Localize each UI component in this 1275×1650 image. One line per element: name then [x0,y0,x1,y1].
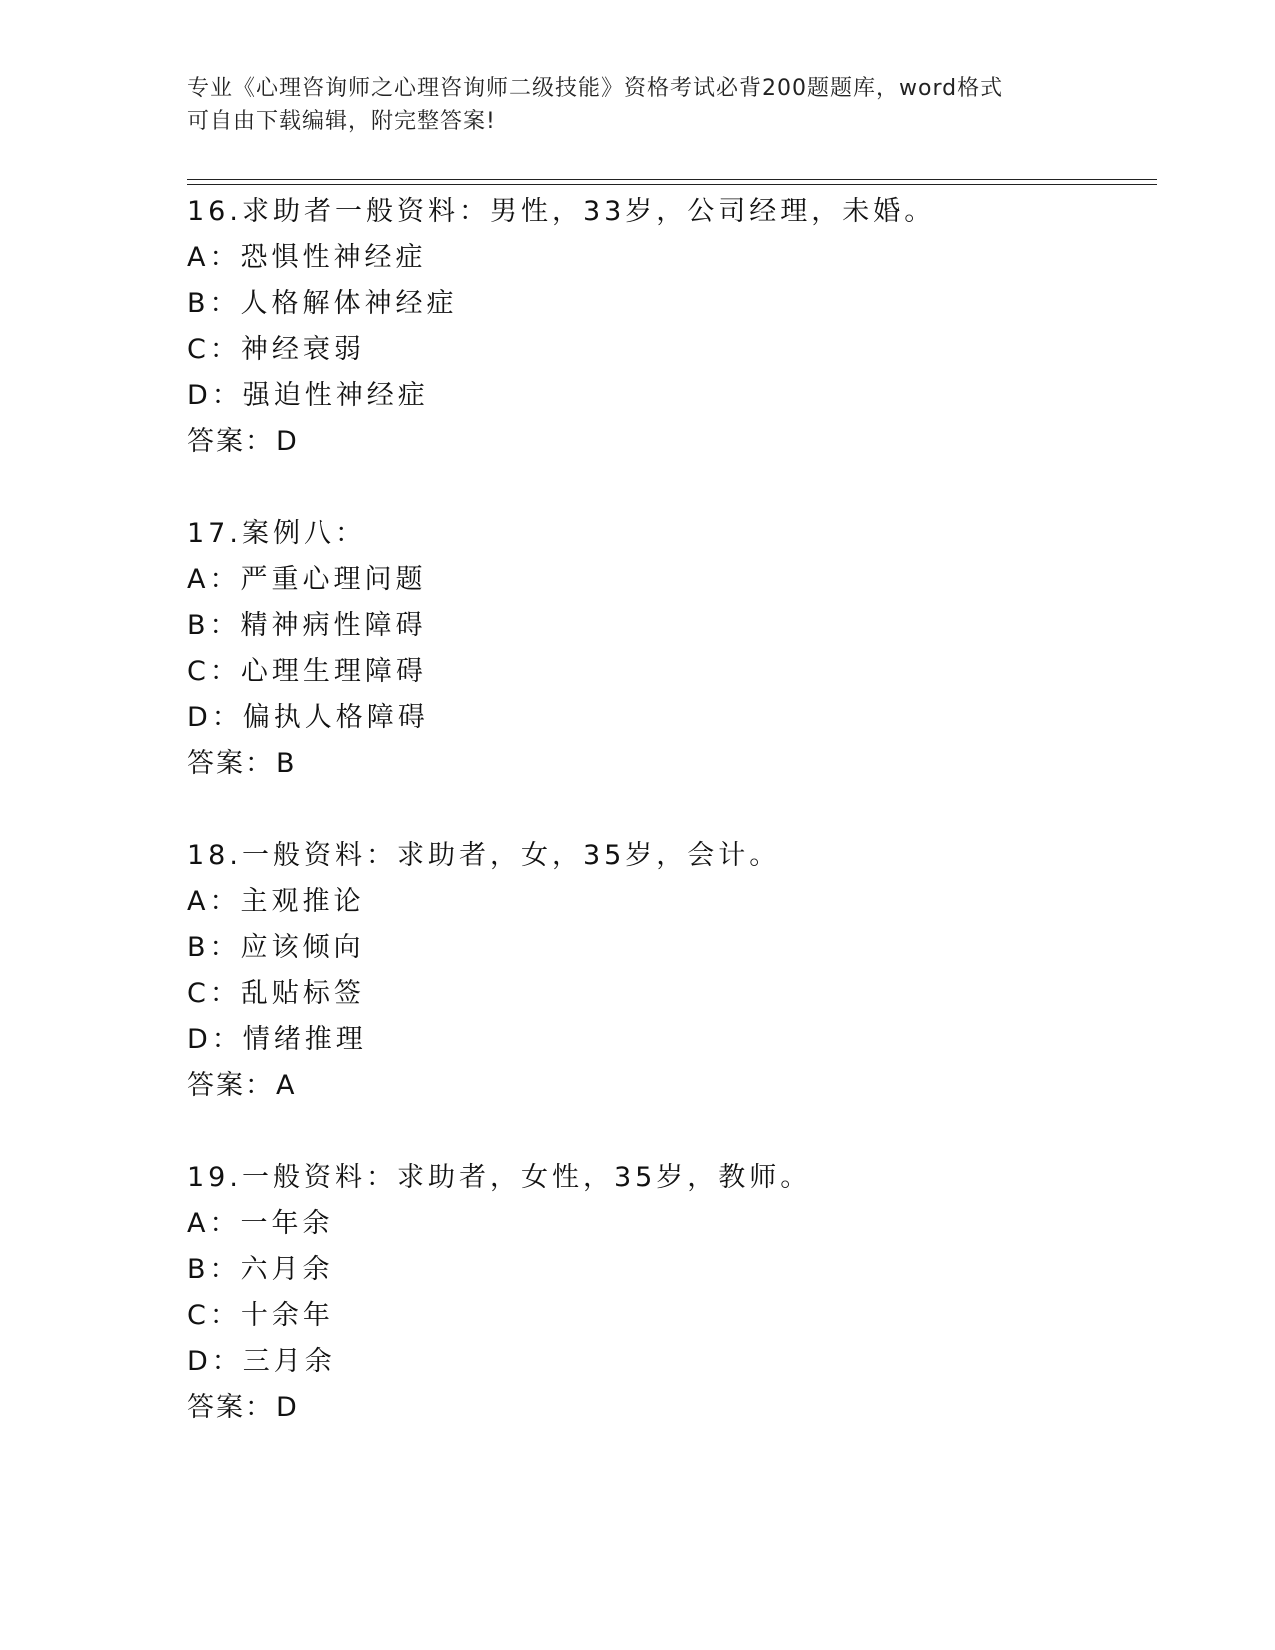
question-stem: 18.一般资料：求助者，女，35岁，会计。 [187,840,781,871]
document-header [187,72,1087,138]
option-b: B：人格解体神经症 [187,288,458,319]
question-16 [187,189,1157,465]
option-a: A：恐惧性神经症 [187,242,427,273]
answer-label: 答案： [187,1392,274,1423]
answer-value: B [276,748,297,779]
option-c: C：十余年 [187,1300,334,1331]
question-19 [187,1155,1157,1431]
option-b: B：精神病性障碍 [187,610,427,641]
option-c: C：神经衰弱 [187,334,365,365]
answer-value: D [276,1392,299,1423]
answer-label: 答案： [187,1070,274,1101]
option-b: B：六月余 [187,1254,334,1285]
question-17 [187,511,1157,787]
question-stem: 16.求助者一般资料：男性，33岁，公司经理，未婚。 [187,196,936,227]
answer-value: A [276,1070,297,1101]
answer-value: D [276,426,299,457]
option-d: D：偏执人格障碍 [187,702,429,733]
header-line-1: 专业《心理咨询师之心理咨询师二级技能》资格考试必背200题题库，word格式 [187,76,1004,101]
option-d: D：三月余 [187,1346,336,1377]
header-line-2: 可自由下载编辑，附完整答案! [187,109,496,134]
question-list [187,189,1157,1477]
answer-line [187,741,1157,787]
question-stem: 17.案例八： [187,518,366,549]
answer-label: 答案： [187,748,274,779]
option-c: C：心理生理障碍 [187,656,427,687]
answer-line [187,1063,1157,1109]
option-a: A：一年余 [187,1208,334,1239]
header-divider-bottom [187,184,1157,185]
answer-line [187,1385,1157,1431]
answer-label: 答案： [187,426,274,457]
question-18 [187,833,1157,1109]
question-stem: 19.一般资料：求助者，女性，35岁，教师。 [187,1162,812,1193]
option-a: A：主观推论 [187,886,365,917]
option-d: D：情绪推理 [187,1024,367,1055]
option-b: B：应该倾向 [187,932,365,963]
option-a: A：严重心理问题 [187,564,427,595]
option-c: C：乱贴标签 [187,978,365,1009]
header-divider-top [187,179,1157,180]
answer-line [187,419,1157,465]
option-d: D：强迫性神经症 [187,380,429,411]
